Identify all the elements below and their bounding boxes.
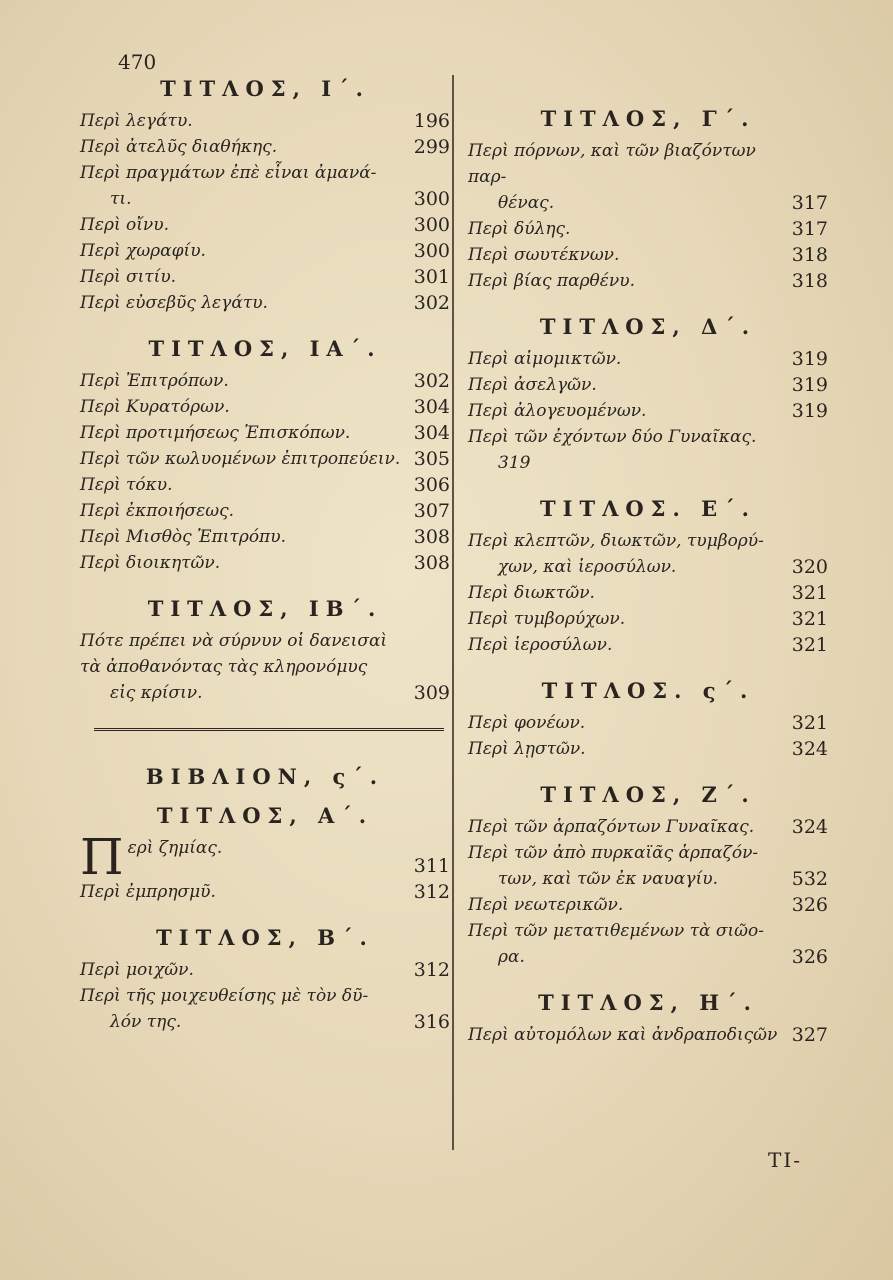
ornamental-rule xyxy=(94,728,444,743)
page-ref: 302 xyxy=(413,370,450,392)
section-heading: ΤΙΤΛΟΣ, Δ΄. xyxy=(539,314,757,339)
entry-title: Περὶ ἀσελγῶν. xyxy=(468,375,597,395)
toc-entry xyxy=(80,957,450,983)
entry-text xyxy=(80,879,406,905)
section-spacer xyxy=(468,1048,828,1062)
entry-text xyxy=(80,394,406,420)
entry-text xyxy=(468,242,784,268)
page-ref: 311 xyxy=(413,855,450,877)
entry-text xyxy=(468,814,784,840)
toc-entry xyxy=(468,242,828,268)
toc-entry xyxy=(80,394,450,420)
toc-entry xyxy=(468,632,828,658)
toc-entry xyxy=(80,472,450,498)
entry-text xyxy=(468,216,784,242)
column-divider xyxy=(452,75,454,1150)
section-spacer xyxy=(468,658,828,672)
entry-text xyxy=(80,628,406,706)
entry-title: Περὶ προτιμήσεως Ἐπισκόπων. xyxy=(80,423,351,443)
toc-entry xyxy=(468,372,828,398)
entry-text xyxy=(468,398,784,424)
toc-entry xyxy=(80,628,450,706)
entry-title: Περὶ δύλης. xyxy=(468,219,571,239)
entry-text xyxy=(80,368,406,394)
toc-section xyxy=(468,672,828,776)
entry-title: Περὶ Μισθὸς Ἐπιτρόπυ. xyxy=(80,527,286,547)
toc-section xyxy=(468,984,828,1062)
entry-text xyxy=(80,472,406,498)
section-heading: ΤΙΤΛΟΣ, Η΄. xyxy=(538,990,758,1015)
page-ref: 321 xyxy=(791,608,828,630)
entry-text xyxy=(468,424,820,476)
entry-list xyxy=(468,346,828,476)
entry-text xyxy=(80,160,406,212)
entry-list xyxy=(468,814,828,970)
entry-title: Περὶ τῶν κωλυομένων ἐπιτροπεύειν. xyxy=(80,449,401,469)
section-spacer xyxy=(80,905,450,919)
entry-text xyxy=(80,264,406,290)
section-spacer xyxy=(468,762,828,776)
toc-section xyxy=(80,70,450,330)
page-ref: 312 xyxy=(413,959,450,981)
page-ref: 300 xyxy=(413,214,450,236)
entry-list xyxy=(80,828,450,905)
page-ref: 304 xyxy=(413,396,450,418)
entry-text xyxy=(468,892,784,918)
toc-entry xyxy=(80,498,450,524)
entry-title: Περὶ νεωτερικῶν. xyxy=(468,895,624,915)
toc-entry xyxy=(468,840,828,892)
entry-text xyxy=(80,212,406,238)
entry-title: Περὶ τῶν ἁρπαζόντων Γυναῖκας. xyxy=(468,817,755,837)
entry-title: Περὶ ἀλογευομένων. xyxy=(468,401,647,421)
entry-text xyxy=(80,957,406,983)
page-ref: 312 xyxy=(413,881,450,903)
entry-continuation: των, καὶ τῶν ἐκ ναυαγίυ. xyxy=(498,869,718,889)
section-heading: ΤΙΤΛΟΣ, ΙΒ΄. xyxy=(147,596,383,621)
section-heading: ΤΙΤΛΟΣ, Α΄. xyxy=(156,803,374,828)
entry-text xyxy=(468,710,784,736)
entry-title: Περὶ λῃστῶν. xyxy=(468,739,586,759)
page-ref: 532 xyxy=(791,868,828,890)
page-ref: 299 xyxy=(413,136,450,158)
entry-title: Περὶ τῶν ἀπὸ πυρκαϊᾶς ἁρπαζόν- xyxy=(468,843,759,863)
entry-title: Περὶ διοικητῶν. xyxy=(80,553,221,573)
toc-section xyxy=(80,919,450,1049)
toc-entry xyxy=(468,918,828,970)
page-ref: 324 xyxy=(791,816,828,838)
section-spacer xyxy=(80,316,450,330)
page-ref: 308 xyxy=(413,552,450,574)
page-ref: 318 xyxy=(791,244,828,266)
toc-entry xyxy=(468,606,828,632)
entry-text xyxy=(80,446,406,472)
entry-continuation: 319 xyxy=(498,453,531,473)
section-spacer xyxy=(80,576,450,590)
entry-list xyxy=(468,528,828,658)
toc-entry xyxy=(80,550,450,576)
entry-text xyxy=(80,238,406,264)
toc-entry xyxy=(80,879,450,905)
toc-entry xyxy=(468,736,828,762)
toc-entry xyxy=(468,424,828,476)
entry-title: ερὶ ζημίας. xyxy=(127,838,223,858)
page-ref: 308 xyxy=(413,526,450,548)
entry-text xyxy=(80,983,406,1035)
page-ref: 327 xyxy=(791,1024,828,1046)
entry-title: Περὶ σιτίυ. xyxy=(80,267,177,287)
entry-title: Περὶ χωραφίυ. xyxy=(80,241,206,261)
entry-list xyxy=(80,108,450,316)
toc-entry xyxy=(468,268,828,294)
entry-title: Περὶ τῶν ἐχόντων δύο Γυναῖκας. xyxy=(468,427,757,447)
page-ref: 306 xyxy=(413,474,450,496)
section-spacer xyxy=(468,294,828,308)
section-spacer xyxy=(468,970,828,984)
entry-title: Περὶ τόκυ. xyxy=(80,475,173,495)
section-heading: ΤΙΤΛΟΣ. ς΄. xyxy=(541,678,755,703)
entry-title: Περὶ τῆς μοιχευθείσης μὲ τὸν δῦ- xyxy=(80,986,369,1006)
entry-text xyxy=(468,736,784,762)
entry-continuation: ρα. xyxy=(498,947,525,967)
page-ref: 317 xyxy=(791,218,828,240)
toc-entry xyxy=(80,212,450,238)
toc-entry xyxy=(80,238,450,264)
entry-text xyxy=(80,420,406,446)
page-ref: 319 xyxy=(791,348,828,370)
entry-list xyxy=(80,368,450,576)
entry-list xyxy=(80,957,450,1035)
section-heading: ΤΙΤΛΟΣ, Β΄. xyxy=(156,925,374,950)
entry-title: Περὶ μοιχῶν. xyxy=(80,960,194,980)
entry-list xyxy=(468,138,828,294)
toc-entry xyxy=(468,216,828,242)
section-heading: ΤΙΤΛΟΣ, Γ΄. xyxy=(540,106,756,131)
toc-section xyxy=(468,308,828,490)
page-ref: 321 xyxy=(791,712,828,734)
drop-capital: Π xyxy=(80,828,124,886)
entry-continuation: λόν της. xyxy=(110,1012,182,1032)
toc-entry xyxy=(80,524,450,550)
toc-section xyxy=(80,330,450,590)
entry-title: Περὶ ἀτελῦς διαθήκης. xyxy=(80,137,278,157)
entry-title: Πότε πρέπει νὰ σύρνυν οἱ δανεισαὶ τὰ ἀποθανόντας τὰς κληρονόμυς xyxy=(80,631,388,677)
entry-title: Περὶ εὐσεβῦς λεγάτυ. xyxy=(80,293,268,313)
section-heading: ΤΙΤΛΟΣ, Ι΄. xyxy=(160,76,370,101)
entry-text xyxy=(80,828,406,886)
page-ref: 300 xyxy=(413,188,450,210)
toc-section xyxy=(468,100,828,308)
entry-title: Περὶ φονέων. xyxy=(468,713,586,733)
toc-entry xyxy=(80,160,450,212)
book-heading: ΒΙΒΛΙΟΝ, ς΄. xyxy=(145,764,385,789)
page-ref: 321 xyxy=(791,582,828,604)
entry-title: Περὶ αὐτομόλων καὶ ἀνδραποδιςῶν xyxy=(468,1025,778,1045)
entry-text xyxy=(468,346,784,372)
page-ref: 319 xyxy=(791,374,828,396)
entry-text xyxy=(80,134,406,160)
entry-title: Περὶ αἱμομικτῶν. xyxy=(468,349,622,369)
toc-entry xyxy=(80,828,450,886)
entry-title: Περὶ Κυρατόρων. xyxy=(80,397,230,417)
toc-entry xyxy=(468,1022,828,1048)
toc-entry xyxy=(468,398,828,424)
toc-entry xyxy=(468,528,828,580)
entry-text xyxy=(468,1022,784,1048)
page-ref: 300 xyxy=(413,240,450,262)
entry-title: Περὶ ἱεροσύλων. xyxy=(468,635,613,655)
page-ref: 304 xyxy=(413,422,450,444)
toc-entry xyxy=(80,368,450,394)
toc-entry xyxy=(468,580,828,606)
page-ref: 196 xyxy=(413,110,450,132)
entry-continuation: τι. xyxy=(110,189,132,209)
toc-section xyxy=(468,490,828,672)
entry-text xyxy=(468,606,784,632)
entry-text xyxy=(80,550,406,576)
entry-text xyxy=(468,268,784,294)
entry-text xyxy=(468,372,784,398)
entry-title: Περὶ τῶν μετατιθεμένων τὰ σιῶο- xyxy=(468,921,765,941)
entry-text xyxy=(80,290,406,316)
entry-continuation: εἰς κρίσιν. xyxy=(110,683,203,703)
section-heading: ΤΙΤΛΟΣ, ΙΑ΄. xyxy=(148,336,382,361)
entry-title: Περὶ Ἐπιτρόπων. xyxy=(80,371,229,391)
toc-entry xyxy=(80,983,450,1035)
toc-entry xyxy=(80,446,450,472)
entry-text xyxy=(468,840,784,892)
entry-list xyxy=(468,1022,828,1048)
toc-entry xyxy=(80,134,450,160)
entry-text xyxy=(80,524,406,550)
left-column xyxy=(80,70,450,1049)
entry-title: Περὶ πόρνων, καὶ τῶν βιαζόντων παρ- xyxy=(468,141,756,187)
section-spacer xyxy=(468,476,828,490)
page-ref: 307 xyxy=(413,500,450,522)
entry-title: Περὶ διωκτῶν. xyxy=(468,583,595,603)
catchword: TI- xyxy=(768,1148,802,1172)
toc-entry xyxy=(468,710,828,736)
page-ref: 302 xyxy=(413,292,450,314)
entry-title: Περὶ ἐκποιήσεως. xyxy=(80,501,235,521)
toc-entry xyxy=(80,420,450,446)
entry-title: Περὶ κλεπτῶν, διωκτῶν, τυμβορύ- xyxy=(468,531,764,551)
toc-section xyxy=(468,776,828,984)
entry-text xyxy=(468,138,784,216)
page-number: 470 xyxy=(118,50,157,74)
entry-continuation: χων, καὶ ἱεροσύλων. xyxy=(498,557,677,577)
section-spacer xyxy=(80,706,450,720)
page-ref: 320 xyxy=(791,556,828,578)
page-ref: 317 xyxy=(791,192,828,214)
entry-list xyxy=(80,628,450,706)
entry-title: Περὶ πραγμάτων ἐπὲ εἶναι ἀμανά- xyxy=(80,163,377,183)
entry-title: Περὶ ἐμπρησμῦ. xyxy=(80,882,216,902)
entry-text xyxy=(468,632,784,658)
toc-entry xyxy=(80,290,450,316)
section-heading: ΤΙΤΛΟΣ, Ζ΄. xyxy=(540,782,756,807)
toc-entry xyxy=(468,138,828,216)
right-column xyxy=(468,100,828,1062)
page-ref: 309 xyxy=(413,682,450,704)
entry-title: Περὶ τυμβορύχων. xyxy=(468,609,626,629)
entry-text xyxy=(468,918,784,970)
toc-entry xyxy=(468,892,828,918)
page-ref: 316 xyxy=(413,1011,450,1033)
toc-entry xyxy=(80,108,450,134)
page-ref: 324 xyxy=(791,738,828,760)
page-ref: 326 xyxy=(791,946,828,968)
section-heading: ΤΙΤΛΟΣ. Ε΄. xyxy=(540,496,756,521)
entry-title: Περὶ βίας παρθένυ. xyxy=(468,271,635,291)
entry-list xyxy=(468,710,828,762)
entry-text xyxy=(80,498,406,524)
page-ref: 321 xyxy=(791,634,828,656)
entry-text xyxy=(468,528,784,580)
toc-entry xyxy=(468,346,828,372)
toc-entry xyxy=(80,264,450,290)
section-spacer xyxy=(80,1035,450,1049)
page-ref: 305 xyxy=(413,448,450,470)
toc-entry xyxy=(468,814,828,840)
entry-text xyxy=(80,108,406,134)
toc-section xyxy=(80,590,450,720)
page-ref: 318 xyxy=(791,270,828,292)
page-ref: 326 xyxy=(791,894,828,916)
entry-title: Περὶ σωυτέκνων. xyxy=(468,245,620,265)
page-ref: 319 xyxy=(791,400,828,422)
toc-section xyxy=(80,797,450,919)
page-ref: 301 xyxy=(413,266,450,288)
entry-title: Περὶ λεγάτυ. xyxy=(80,111,193,131)
entry-title: Περὶ οἴνυ. xyxy=(80,215,169,235)
entry-text xyxy=(468,580,784,606)
entry-continuation: θένας. xyxy=(498,193,555,213)
